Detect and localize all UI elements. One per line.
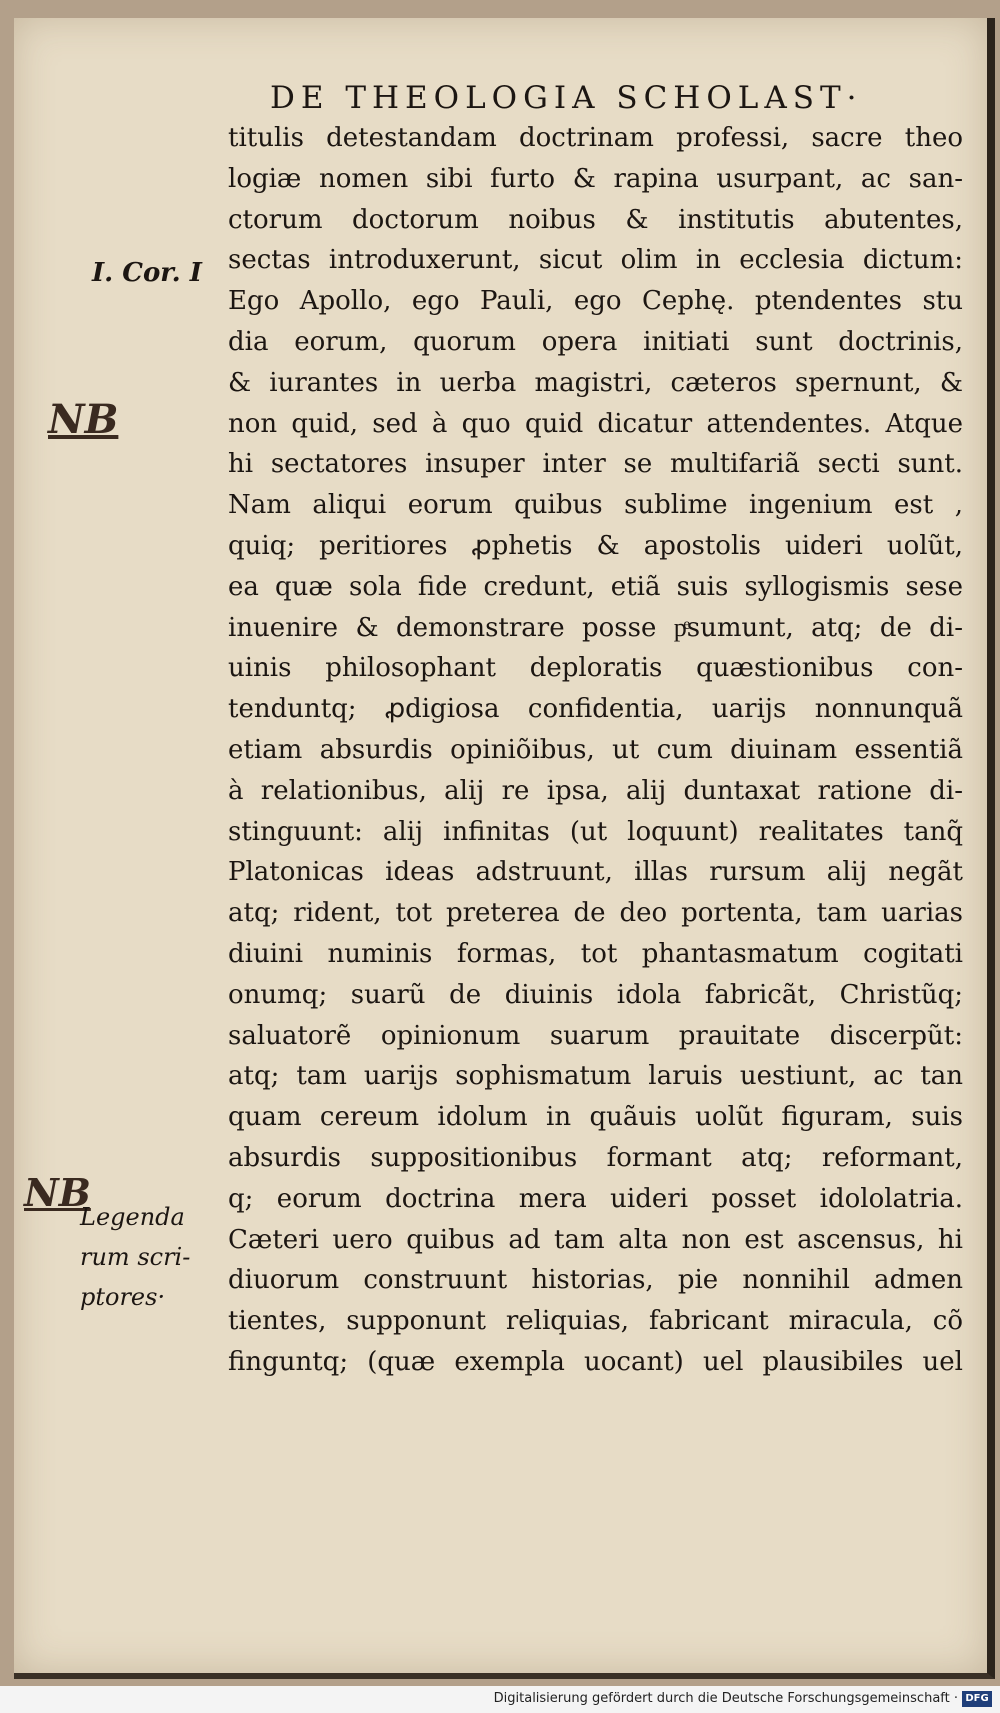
text-line: etiam absurdis opiniõibus, ut cum diuinam essentiã bbox=[228, 734, 963, 765]
text-line: diuorum construunt historias, pie nonnihil admen bbox=[228, 1265, 963, 1296]
margin-note-legenda bbox=[80, 1197, 215, 1317]
dfg-logo: DFG bbox=[962, 1691, 992, 1707]
text-line: absurdis suppositionibus formant atq; reformant, bbox=[228, 1142, 963, 1173]
text-line: hi sectatores insuper inter se multifariã secti sunt. bbox=[228, 449, 963, 480]
text-line: ea quæ sola fide credunt, etiã suis syllogismis sese bbox=[228, 571, 963, 602]
text-line: diuini numinis formas, tot phantasmatum cogitati bbox=[228, 938, 963, 969]
funding-credit: Digitalisierung gefördert durch die Deutsche Forschungsgemeinschaft · bbox=[493, 1691, 958, 1706]
text-line: & iurantes in uerba magistri, cæteros spernunt, & bbox=[228, 367, 963, 398]
text-line: quiq; peritiores ꝓphetis & apostolis uideri uolũt, bbox=[228, 530, 963, 561]
running-title: DE THEOLOGIA SCHOLAST· bbox=[270, 80, 863, 116]
text-line: ctorum doctorum noibus & institutis abutentes, bbox=[228, 204, 963, 235]
text-line: finguntq; (quæ exempla uocant) uel plausibiles uel bbox=[228, 1346, 963, 1377]
text-line: à relationibus, alij re ipsa, alij duntaxat ratione di- bbox=[228, 775, 963, 806]
margin-note-line: Legenda bbox=[80, 1203, 185, 1231]
text-line: Platonicas ideas adstruunt, illas rursum alij negãt bbox=[228, 857, 963, 888]
text-line: uinis philosophant deploratis quæstionibus con- bbox=[228, 653, 963, 684]
margin-note-line: ptores· bbox=[80, 1283, 166, 1311]
text-line: tenduntq; ꝓdigiosa confidentia, uarijs nonnunquã bbox=[228, 694, 963, 725]
nota-bene-mark: NB bbox=[48, 396, 119, 443]
nota-bene-mark: NB bbox=[24, 1170, 91, 1215]
text-line: onumq; suarũ de diuinis idola fabricãt, Christũq; bbox=[228, 979, 963, 1010]
text-line: sectas introduxerunt, sicut olim in ecclesia dictum: bbox=[228, 245, 963, 276]
text-line: titulis detestandam doctrinam professi, sacre theo bbox=[228, 123, 963, 153]
margin-note-line: rum scri- bbox=[80, 1243, 191, 1271]
margin-citation: I. Cor. I bbox=[92, 258, 202, 288]
text-line: stinguunt: alij infinitas (ut loquunt) realitates tanq̃ bbox=[228, 816, 963, 847]
text-line: saluatorẽ opinionum suarum prauitate discerpũt: bbox=[228, 1020, 963, 1051]
footer-bar bbox=[0, 1686, 1000, 1713]
text-line: Ego Apollo, ego Pauli, ego Cephę. ptendentes stu bbox=[228, 286, 963, 317]
text-line: inuenire & demonstrare posse pͤsumunt, atq; de di- bbox=[228, 612, 963, 643]
text-line: dia eorum, quorum opera initiati sunt doctrinis, bbox=[228, 326, 963, 357]
text-line: q; eorum doctrina mera uideri posset idololatria. bbox=[228, 1183, 963, 1214]
text-line: logiæ nomen sibi furto & rapina usurpant, ac san- bbox=[228, 163, 963, 194]
text-line: Cæteri uero quibus ad tam alta non est ascensus, hi bbox=[228, 1224, 963, 1255]
text-line: atq; tam uarijs sophismatum laruis uestiunt, ac tan bbox=[228, 1061, 963, 1092]
text-line: tientes, supponunt reliquias, fabricant miracula, cõ bbox=[228, 1306, 963, 1337]
text-line: Nam aliqui eorum quibus sublime ingenium est , bbox=[228, 490, 963, 521]
text-line: non quid, sed à quo quid dicatur attendentes. Atque bbox=[228, 408, 963, 439]
page-body-text bbox=[228, 118, 963, 1383]
text-line: atq; rident, tot preterea de deo portenta, tam uarias bbox=[228, 898, 963, 929]
text-line: quam cereum idolum in quãuis uolũt figuram, suis bbox=[228, 1102, 963, 1133]
